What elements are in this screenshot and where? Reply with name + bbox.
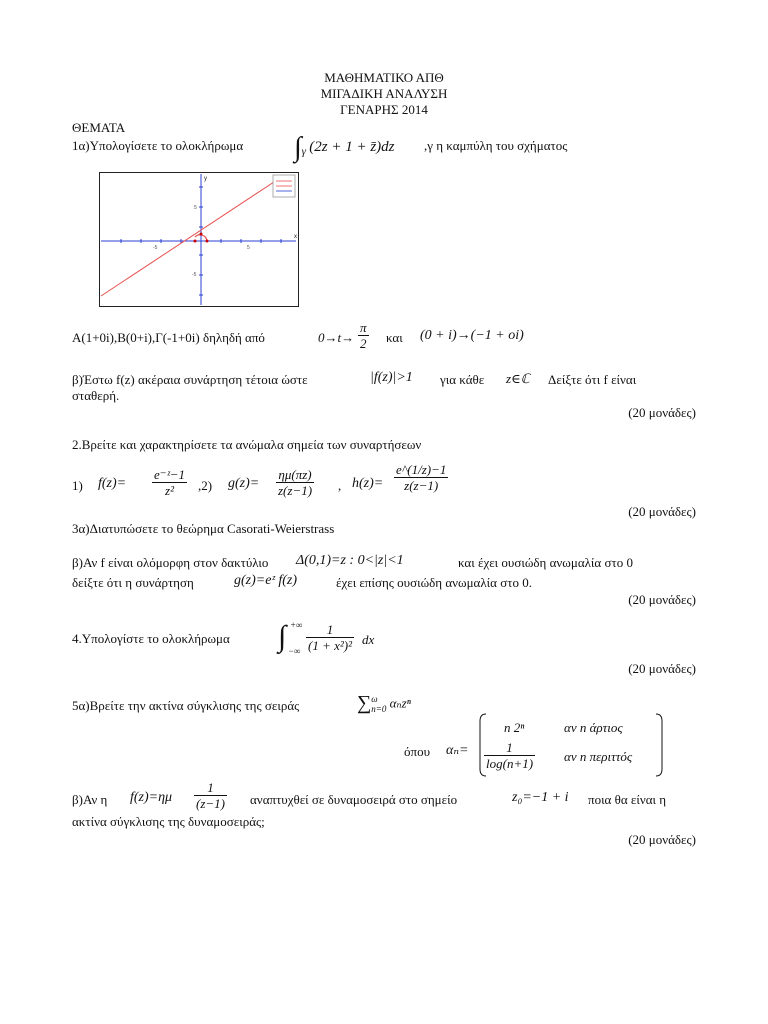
q2-label-1: 1) (72, 478, 83, 493)
q1-points-text: Α(1+0i),Β(0+i),Γ(-1+0i) δηληδή από (72, 330, 265, 345)
q4-integral: ∫ (278, 620, 287, 653)
tick-label: -5 (153, 245, 158, 251)
q1a-text: 1α)Υπολογίσετε το ολοκλήρωμα (72, 138, 244, 153)
q2-g-frac: $\frac{\eta\mu(\pi z)}{z(z-1)}$ (278, 467, 313, 498)
q2-comma: , (338, 478, 342, 493)
q2-f-lhs: f(z)= (98, 476, 127, 491)
q2-text: 2.Βρείτε και χαρακτηρίσετε τα ανώμαλα σημεία των συναρτήσεων (72, 437, 422, 452)
header-line-1: ΜΑΘΗΜΑΤΙΚΟ ΑΠΘ (324, 70, 444, 85)
q2-h-frac: $\frac{e\^{}(1/z)-1}{z(z-1)}$ (396, 462, 447, 493)
tick-label: -5 (192, 272, 197, 278)
q2-marks: (20 μονάδες) (628, 504, 696, 519)
q3b-suffix: και έχει ουσιώδη ανωμαλία στο 0 (458, 555, 633, 570)
q1-path: (0 + i)→(−1 + oi) (420, 328, 524, 343)
q5-case1-value: n 2ⁿ (504, 720, 525, 735)
q5-case1-cond: αν n άρτιος (564, 720, 623, 735)
q5-case2-cond: αν n περιττός (564, 749, 633, 764)
q4-upper: +∞ (290, 620, 303, 630)
q1b-suffix: Δείξτε ότι f είναι (548, 372, 637, 387)
q3b-line2-suffix: έχει επίσης ουσιώδη ανωμαλία στο 0. (336, 575, 532, 590)
q2-sep: ,2) (198, 478, 213, 493)
q3b-g: g(z)=eᶻ f(z) (234, 573, 297, 588)
q5b-z0: z₀=−1 + i (512, 790, 569, 805)
q5-marks: (20 μονάδες) (628, 832, 696, 847)
q1-pi-over-2: $\frac{\pi}{2}$ (360, 320, 367, 351)
q1-t-range: 0→t→ (318, 330, 355, 345)
q1-marks: (20 μονάδες) (628, 405, 696, 420)
q1a-suffix: ,γ η καμπύλη του σχήματος (424, 138, 568, 153)
header-line-2: ΜΙΓΑΔΙΚΗ ΑΝΑΛΥΣΗ (320, 86, 448, 101)
header-line-3: ΓΕΝΑΡΗΣ 2014 (340, 102, 428, 117)
q3a-text: 3α)Διατυπώσετε το θεώρημα Casorati-Weierstrass (72, 521, 335, 536)
section-title: ΘΕΜΑΤΑ (72, 120, 126, 135)
q1b-set: z∈ℂ (506, 371, 530, 386)
axis-x-label: x (294, 234, 297, 240)
tick-label: 5 (194, 205, 197, 211)
q2-f-frac: $\frac{\text{e⁻ᶻ−1}}{\text{z²}}$ (154, 467, 186, 498)
q5b-text: β)Αν η (72, 792, 108, 807)
q4-frac: $\frac{1}{\text{(1 + x²)²}}$ (308, 622, 352, 653)
curve-figure (99, 172, 299, 311)
q1-and: και (386, 330, 403, 345)
q5-opou: όπου (404, 744, 430, 759)
q4-text: 4.Υπολογίστε το ολοκλήρωμα (72, 631, 230, 646)
q5-case2-frac: $\frac{1}{\log(n+1)}$ (486, 740, 534, 771)
tick-label: 5 (247, 245, 250, 251)
q4-dx: dx (362, 632, 375, 647)
q5b-suffix: ποια θα είναι η (588, 792, 667, 807)
q1b-forall: για κάθε (440, 372, 485, 387)
q2-h-lhs: h(z)= (352, 476, 384, 491)
q5a-text: 5α)Βρείτε την ακτίνα σύγκλισης της σειράς (72, 698, 300, 713)
q5b-f: f(z)=ημ (130, 790, 173, 805)
figure-plot (99, 172, 299, 307)
q5-an: αₙ= (446, 743, 469, 758)
axis-y-label: y (204, 176, 207, 182)
q4-marks: (20 μονάδες) (628, 661, 696, 676)
q3b-annulus: Δ(0,1)=z : 0<|z|<1 (296, 553, 404, 568)
q5b-frac: $\frac{1}{(z-1)}$ (196, 780, 225, 811)
q3b-line2: δείξτε ότι η συνάρτηση (72, 575, 194, 590)
q2-g-lhs: g(z)= (228, 476, 260, 491)
q4-lower: −∞ (288, 646, 301, 656)
q1a-integral: $\int_\gamma$ (2z + 1 + z̄)dz (294, 132, 395, 163)
q5b-line2: ακτίνα σύγκλισης της δυναμοσειράς; (72, 814, 265, 829)
q3-marks: (20 μονάδες) (628, 592, 696, 607)
q1b-condition: |f(z)|>1 (370, 370, 413, 385)
q5a-series: ∑ ω n=0 αₙzⁿ (357, 692, 411, 714)
q5b-mid: αναπτυχθεί σε δυναμοσειρά στο σημείο (250, 792, 458, 807)
q3b-text: β)Αν f είναι ολόμορφη στον δακτύλιο (72, 555, 269, 570)
q1b-text: β)Έστω f(z) ακέραια συνάρτηση τέτοια ώστε (72, 372, 308, 387)
q1b-line2: σταθερή. (72, 388, 120, 403)
